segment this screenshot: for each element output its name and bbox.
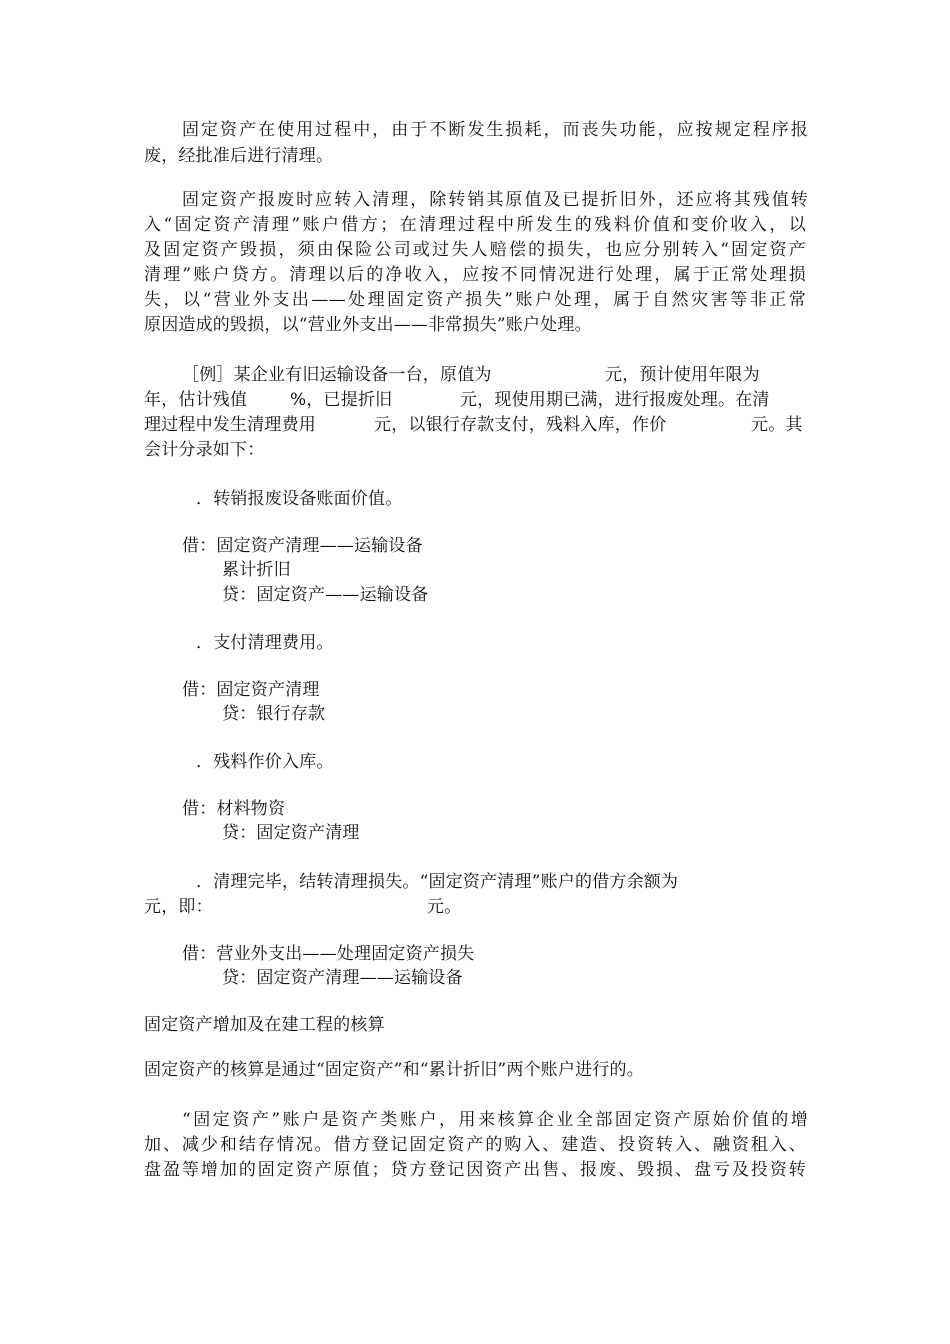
example-line-3a: 理过程中发生清理费用 [144, 415, 316, 435]
para2-line-1: 固定资产报废时应转入清理，除转销其原值及已提折旧外，还应将其残值转 [182, 190, 808, 210]
step2-credit: 贷：银行存款 [222, 704, 326, 724]
step3-title: ．残料作价入库。 [196, 752, 334, 772]
example-line-3c: 元。其 [751, 415, 803, 435]
para1-line-1: 固定资产在使用过程中，由于不断发生损耗，而丧失功能，应按规定程序报 [182, 120, 808, 140]
step3-credit: 贷：固定资产清理 [222, 823, 360, 843]
para4-line-2: 加、减少和结存情况。借方登记固定资产的购入、建造、投资转入、融资租入、 [144, 1135, 806, 1155]
example-line-1a: ［例］某企业有旧运输设备一台，原值为 [182, 365, 492, 385]
example-line-2b: %，已提折旧 [290, 390, 393, 410]
step4-line-2a: 元，即： [144, 897, 213, 917]
example-line-1b: 元，预计使用年限为 [605, 365, 760, 385]
example-line-2a: 年，估计残值 [144, 390, 248, 410]
step4-line-2b: 元。 [427, 897, 462, 917]
step1-credit: 贷：固定资产——运输设备 [222, 585, 429, 605]
para2-line-6: 原因造成的毁损，以“营业外支出——非常损失”账户处理。 [144, 315, 592, 335]
step3-debit: 借：材料物资 [182, 799, 286, 819]
para2-line-3: 及固定资产毁损，须由保险公司或过失人赔偿的损失，也应分别转入“固定资产 [144, 240, 806, 260]
para4-line-1: “固定资产”账户是资产类账户，用来核算企业全部固定资产原始价值的增 [182, 1110, 808, 1130]
para3: 固定资产的核算是通过“固定资产”和“累计折旧”两个账户进行的。 [144, 1060, 644, 1080]
step1-debit-2: 累计折旧 [222, 560, 291, 580]
para2-line-2: 入“固定资产清理”账户借方；在清理过程中所发生的残料价值和变价收入，以 [144, 215, 806, 235]
para2-line-4: 清理”账户贷方。清理以后的净收入，应按不同情况进行处理，属于正常处理损 [144, 265, 806, 285]
example-line-3b: 元，以银行存款支付，残料入库，作价 [374, 415, 667, 435]
para2-line-5: 失，以“营业外支出——处理固定资产损失”账户处理，属于自然灾害等非正常 [144, 290, 806, 310]
section-heading: 固定资产增加及在建工程的核算 [144, 1015, 385, 1035]
step2-debit: 借：固定资产清理 [182, 680, 320, 700]
step4-credit: 贷：固定资产清理——运输设备 [222, 968, 463, 988]
step2-title: ．支付清理费用。 [196, 633, 334, 653]
step1-debit-1: 借：固定资产清理——运输设备 [182, 536, 423, 556]
step4-debit: 借：营业外支出——处理固定资产损失 [182, 944, 475, 964]
example-line-2c: 元，现使用期已满，进行报废处理。在清 [460, 390, 770, 410]
step1-title: ．转销报废设备账面价值。 [196, 489, 403, 509]
example-line-4: 会计分录如下： [144, 440, 265, 460]
step4-title: ．清理完毕，结转清理损失。“固定资产清理”账户的借方余额为 [196, 872, 679, 892]
para1-line-2: 废，经批准后进行清理。 [144, 146, 334, 166]
para4-line-3: 盘盈等增加的固定资产原值；贷方登记因资产出售、报废、毁损、盘亏及投资转 [144, 1160, 806, 1180]
